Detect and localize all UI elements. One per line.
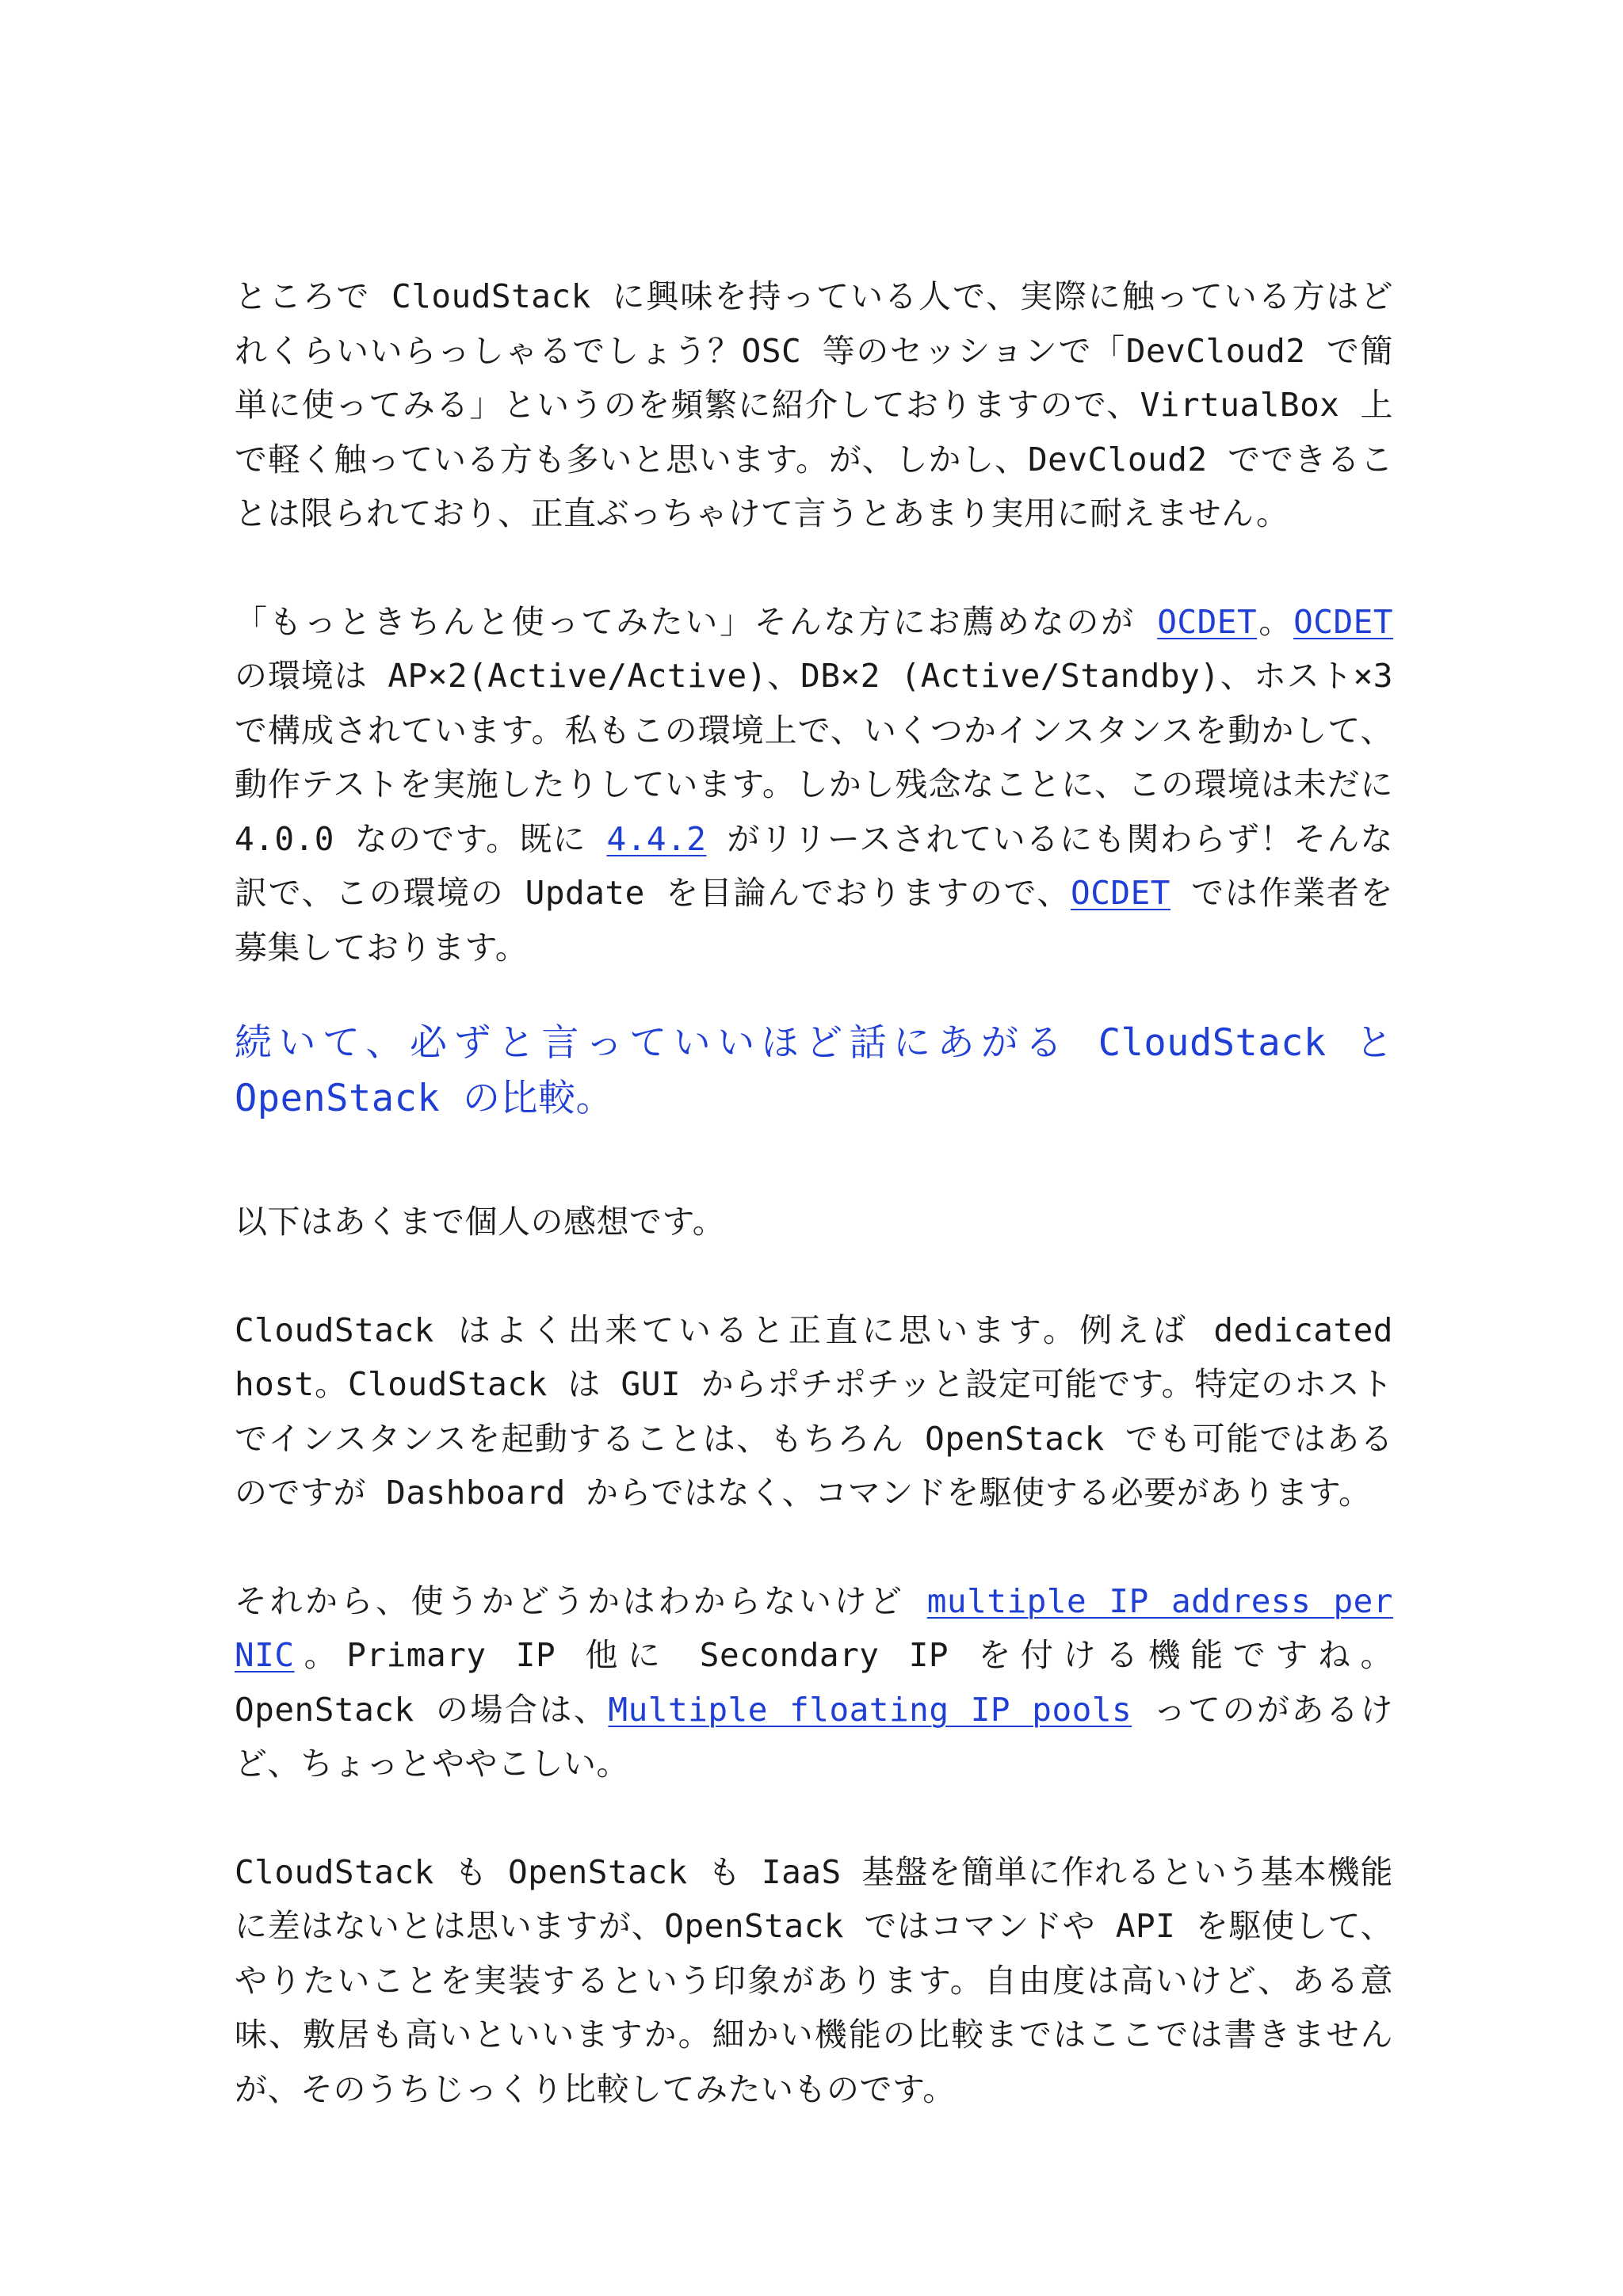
- paragraph-multiple-ip-text-3: ってのがあるけど、ちょっとややこしい。: [235, 1690, 1393, 1783]
- document-body: [235, 269, 1393, 2170]
- paragraph-ocdet-text-1: 「もっときちんと使ってみたい」そんな方にお薦めなのが: [235, 602, 1158, 641]
- paragraph-comparison: CloudStack も OpenStack も IaaS 基盤を簡単に作れるという基本機能に差はないとは思いますが、OpenStack ではコマンドや API を駆使して、やりたいことを実装するという印象があります。自由度は高いけど、ある意味、敷居も高いといいますか。細かい機能の比較まではここでは書きませんが、そのうちじっくり比較してみたいものです。: [235, 1852, 1393, 2108]
- ocdet-link[interactable]: OCDET: [1157, 602, 1258, 641]
- multiple-ip-address-link[interactable]: multiple IP address per NIC: [235, 1581, 1393, 1674]
- paragraph-multiple-ip-text-2: 。Primary IP 他に Secondary IP を付ける機能ですね。OpenStack の場合は、: [235, 1636, 1393, 1729]
- ocdet-link-2[interactable]: OCDET: [1293, 602, 1394, 641]
- paragraph-ocdet-text-2: 。: [1257, 602, 1294, 641]
- release-4-4-2-link[interactable]: 4.4.2: [606, 819, 707, 858]
- section-heading: 続いて、必ずと言っていいほど話にあがる CloudStack と OpenStack の比較。: [235, 1021, 1393, 1120]
- paragraph-ocdet-text-3: の環境は AP×2(Active/Active)、DB×2 (Active/Standby)、ホスト×3 で構成されています。私もこの環境上で、いくつかインスタンスを動かして、動作テストを実施したりしています。しかし残念なことに、この環境は未だに 4.0.0 なのです。既に: [235, 657, 1393, 858]
- multiple-floating-ip-pools-link[interactable]: Multiple floating IP pools: [608, 1690, 1132, 1729]
- paragraph-multiple-ip-text-1: それから、使うかどうかはわからないけど: [235, 1581, 927, 1620]
- paragraph-disclaimer: 以下はあくまで個人の感想です。: [235, 1203, 726, 1241]
- paragraph-ocdet-text-5: では作業者を募集しております。: [235, 874, 1393, 967]
- ocdet-link-3[interactable]: OCDET: [1071, 874, 1170, 912]
- paragraph-multiple-ip: [235, 1574, 1393, 1791]
- paragraph-ocdet-text-4: がリリースされているにも関わらず！そんな訳で、この環境の Update を目論んでおりますので、: [235, 819, 1393, 912]
- paragraph-ocdet: [235, 595, 1393, 975]
- paragraph-dedicated-host: CloudStack はよく出来ていると正直に思います。例えば dedicated host。CloudStack は GUI からポチポチッと設定可能です。特定のホストでインスタンスを起動することは、もちろん OpenStack でも可能ではあるのですが Dashboard からではなく、コマンドを駆使する必要があります。: [235, 1310, 1393, 1512]
- paragraph-devcloud: ところで CloudStack に興味を持っている人で、実際に触っている方はどれくらいいらっしゃるでしょう？OSC 等のセッションで「DevCloud2 で簡単に使ってみる」というのを頻繁に紹介しておりますので、VirtualBox 上で軽く触っている方も多いと思います。が、しかし、DevCloud2 でできることは限られており、正直ぶっちゃけて言うとあまり実用に耐えません。: [235, 277, 1393, 532]
